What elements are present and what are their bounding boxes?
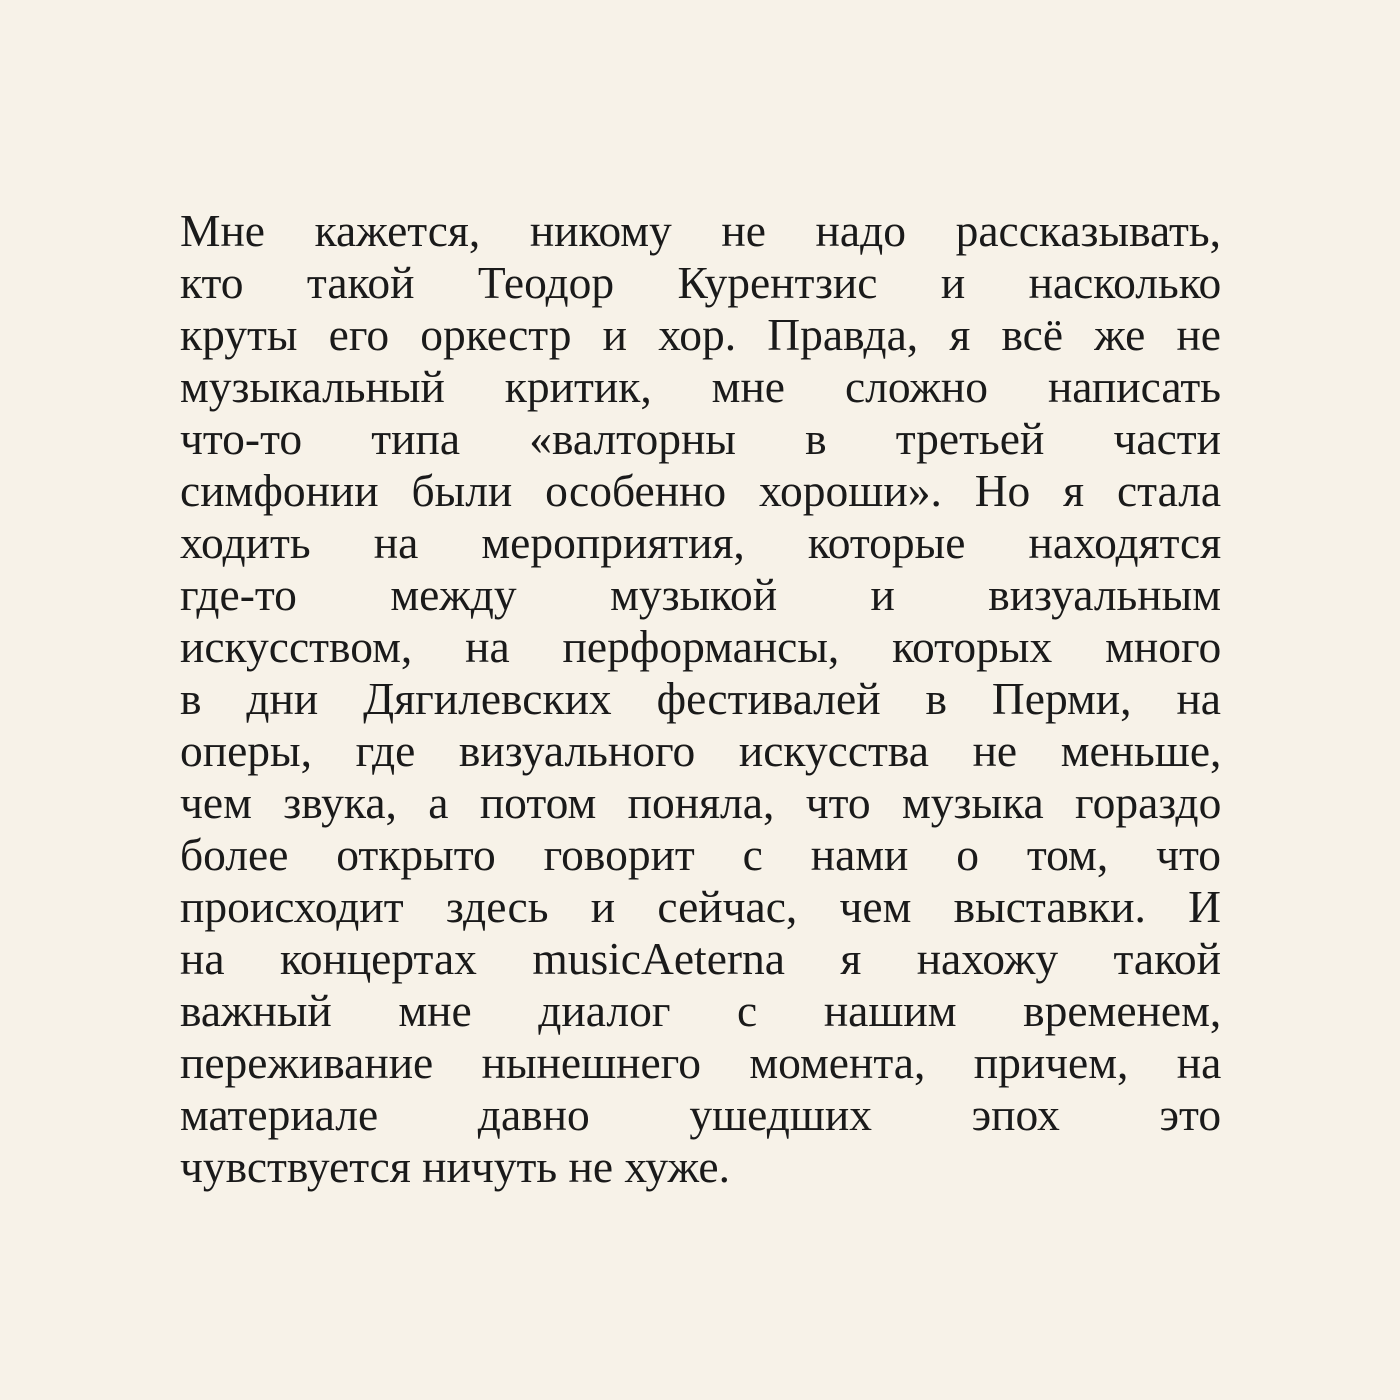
text-line: материале давно ушедших эпох это <box>180 1089 1222 1140</box>
text-line: более открыто говорит с нами о том, что <box>180 829 1221 880</box>
text-line: ходить на мероприятия, которые находятся <box>180 517 1222 568</box>
text-line: симфонии были особенно хороши». Но я стала <box>180 465 1222 516</box>
text-line: на концертах musicAeterna я нахожу такой <box>180 933 1221 984</box>
text-line: переживание нынешнего момента, причем, на <box>180 1037 1222 1088</box>
text-line: круты его оркестр и хор. Правда, я всё же не <box>180 309 1221 360</box>
text-line: где-то между музыкой и визуальным <box>180 569 1221 620</box>
text-line: оперы, где визуального искусства не меньше, <box>180 725 1222 776</box>
text-line: музыкальный критик, мне сложно написать <box>180 361 1221 412</box>
text-line: в дни Дягилевских фестивалей в Перми, на <box>180 673 1221 724</box>
text-line: кто такой Теодор Курентзис и насколько <box>180 257 1222 308</box>
text-line: чем звука, а потом поняла, что музыка гораздо <box>180 777 1222 828</box>
body-text <box>180 205 1221 1193</box>
text-line: важный мне диалог с нашим временем, <box>180 985 1222 1036</box>
text-line: искусством, на перформансы, которых много <box>180 621 1222 672</box>
text-line: чувствуется ничуть не хуже. <box>180 1141 730 1192</box>
text-line: Мне кажется, никому не надо рассказывать, <box>180 205 1221 256</box>
text-line: происходит здесь и сейчас, чем выставки. И <box>180 881 1221 932</box>
text-line: что-то типа «валторны в третьей части <box>180 413 1221 464</box>
